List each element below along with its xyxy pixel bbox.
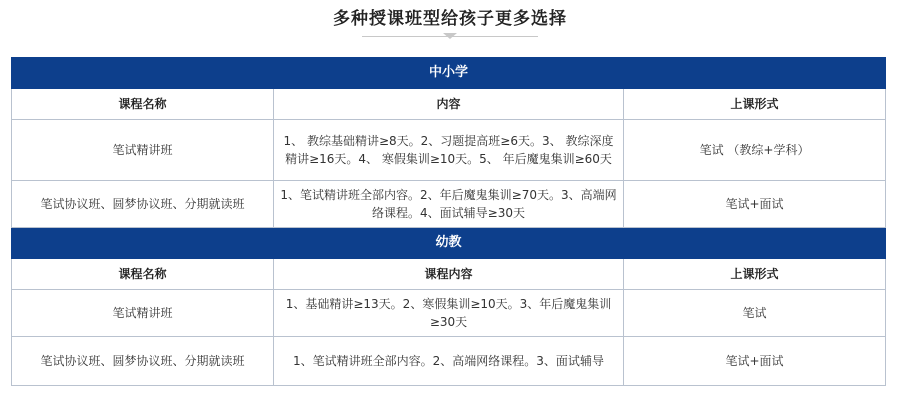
course-format-cell: 笔试+面试 [624,181,886,228]
column-header-format: 上课形式 [624,259,886,290]
table-row [12,290,886,337]
course-content-cell: 1、基础精讲≥13天。2、寒假集训≥10天。3、年后魔鬼集训≥30天 [274,290,624,337]
section-header-row [12,58,886,89]
column-header-course-name: 课程名称 [12,89,274,120]
course-name-cell: 笔试协议班、圆梦协议班、分期就读班 [12,181,274,228]
page-title: 多种授课班型给孩子更多选择 [333,9,567,29]
table-row [12,120,886,181]
course-table [11,57,886,386]
course-format-cell: 笔试 （教综+学科） [624,120,886,181]
column-header-content: 课程内容 [274,259,624,290]
course-format-cell: 笔试+面试 [624,337,886,386]
table-row [12,181,886,228]
course-content-cell: 1、笔试精讲班全部内容。2、年后魔鬼集训≥70天。3、高端网络课程。4、面试辅导≥30天 [274,181,624,228]
section-header-row [12,228,886,259]
column-header-format: 上课形式 [624,89,886,120]
course-content-cell: 1、 教综基础精讲≥8天。2、习题提高班≥6天。3、 教综深度精讲≥16天。4、 寒假集训≥10天。5、 年后魔鬼集训≥60天 [274,120,624,181]
title-divider-notch [443,33,457,39]
table-row [12,337,886,386]
course-name-cell: 笔试精讲班 [12,290,274,337]
section-title: 幼教 [12,228,886,259]
course-name-cell: 笔试精讲班 [12,120,274,181]
column-header-course-name: 课程名称 [12,259,274,290]
section-title: 中小学 [12,58,886,89]
course-format-cell: 笔试 [624,290,886,337]
course-content-cell: 1、笔试精讲班全部内容。2、高端网络课程。3、面试辅导 [274,337,624,386]
course-name-cell: 笔试协议班、圆梦协议班、分期就读班 [12,337,274,386]
column-header-content: 内容 [274,89,624,120]
column-header-row [12,89,886,120]
column-header-row [12,259,886,290]
